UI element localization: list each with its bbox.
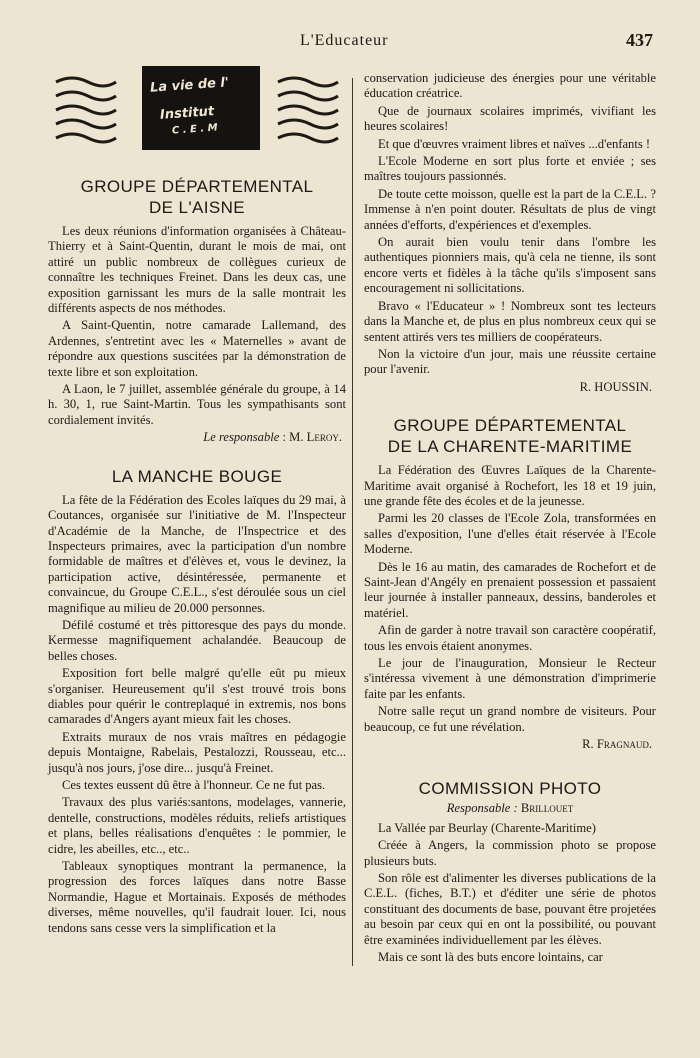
aisne-signature: Le responsable : M. Leroy. bbox=[203, 430, 342, 445]
photo-responsable bbox=[364, 801, 656, 816]
photo-paragraph: Mais ce sont là des buts encore lointains, car bbox=[378, 950, 603, 965]
charente-paragraph: Afin de garder à notre travail son caractère coopératif, tous les envois étaient anonymes. bbox=[364, 623, 656, 653]
signature-role: Le responsable bbox=[203, 430, 280, 445]
manche-paragraph: Travaux des plus variés:santons, modelages, vannerie, dentelle, constructions, modèles réduits, reliefs artistiques et plans, belles réalisations d'enquêtes : le pommier, le cidre, les abeilles, etc.., etc.. bbox=[48, 795, 346, 856]
aisne-paragraph: A Saint-Quentin, notre camarade Lallemand, des Ardennes, s'entretint avec les « Maternelles » avant de répondre aux questions suscitées par la démonstration de texte libre et son exploitation. bbox=[48, 318, 346, 379]
logo-lettering-2: Institut bbox=[159, 104, 215, 123]
manche-paragraph: Extraits muraux de nos vrais maîtres en pédagogie depuis Montaigne, Rabelais, Pestalozzi, Rousseau, etc... jusqu'à nos jours, j'ose dire... jusqu'à Freinet. bbox=[48, 729, 346, 775]
institut-logo bbox=[142, 66, 260, 150]
manche-continued-paragraph: Bravo « l'Educateur » ! Nombreux sont tes lecteurs dans la Manche et, de plus en plus nombreux ceux qui se sentent attirés vers tes milliers de coopérateurs. bbox=[364, 298, 656, 344]
manche-continued-paragraph: Non la victoire d'un jour, mais une réussite certaine pour l'avenir. bbox=[364, 346, 656, 377]
manche-continued-paragraph: conservation judicieuse des énergies pour une véritable éducation créatrice. bbox=[364, 71, 656, 101]
running-title: L'Educateur bbox=[300, 32, 389, 49]
manche-paragraph: Exposition fort belle malgré qu'elle eût pu mieux s'organiser. Heureusement qu'il s'est trouvé trois bons diables pour quérir le contreplaqué in extremis, nos bons camarades d'Angers ayant mieux fait les choses. bbox=[48, 666, 346, 727]
manche-paragraph: Ces textes eussent dû être à l'honneur. Ce ne fut pas. bbox=[62, 778, 326, 792]
charente-paragraph: Notre salle reçut un grand nombre de visiteurs. Pour beaucoup, ce fut une révélation. bbox=[364, 704, 656, 734]
right-ornament-icon bbox=[276, 72, 342, 146]
logo-lettering: La vie de l' bbox=[149, 75, 230, 96]
photo-paragraph: Son rôle est d'alimenter les diverses publications de la C.E.L. (fiches, B.T.) et d'éditer une série de photos constituant des documents de base, pouvant être projetées au besoin par ceux qui en ont la possibilité, ou pouvant être examinées individuellement par les élèves. bbox=[364, 871, 656, 947]
manche-signature: R. HOUSSIN. bbox=[579, 379, 652, 394]
manche-continued-paragraph: De toute cette moisson, quelle est la part de la C.E.L. ? Immense à n'en point douter. Résultats de plus de vingt années d'efforts, d'expériences et d'exemples. bbox=[364, 186, 656, 232]
manche-continued-paragraph: Et que d'œuvres vraiment libres et naïves ...d'enfants ! bbox=[378, 136, 651, 151]
aisne-paragraph: A Laon, le 7 juillet, assemblée générale du groupe, à 14 h. 30, 1, rue Saint-Martin. Tous les sympathisants sont cordialement invités. bbox=[48, 382, 346, 427]
aisne-title-line1: GROUPE DÉPARTEMENTAL bbox=[80, 177, 314, 196]
manche-title: LA MANCHE BOUGE bbox=[111, 466, 283, 486]
page-number: 437 bbox=[626, 30, 653, 50]
charente-title-line2: DE LA CHARENTE-MARITIME bbox=[387, 437, 633, 457]
photo-paragraph: Créée à Angers, la commission photo se propose plusieurs buts. bbox=[364, 838, 656, 868]
column-divider bbox=[352, 78, 353, 966]
photo-address: La Vallée par Beurlay (Charente-Maritime) bbox=[378, 820, 596, 835]
left-ornament-icon bbox=[52, 72, 118, 146]
manche-continued-paragraph: L'Ecole Moderne en sort plus forte et enviée ; ses maîtres toujours passionnés. bbox=[364, 154, 656, 184]
logo-lettering-3: C . E . M bbox=[171, 122, 218, 137]
charente-paragraph: Parmi les 20 classes de l'Ecole Zola, transformées en salles d'exposition, l'une d'elles était réservée à l'Ecole Moderne. bbox=[364, 511, 656, 557]
page-header bbox=[0, 28, 700, 54]
masthead-ornament bbox=[48, 66, 346, 156]
aisne-paragraph: Les deux réunions d'information organisées à Château-Thierry et à Saint-Quentin, durant le mois de mai, ont attiré un public nombreux de collègues curieux de connaître les techniques Freinet. Dans les deux cas, une exposition garnissant les murs de la salle montrait les différents aspects de nos méthodes. bbox=[48, 224, 346, 316]
charente-title bbox=[364, 415, 656, 457]
manche-paragraph: Tableaux synoptiques montrant la permanence, la progression des forces laïques dans notre Basse Normandie, Hague et Mortainais. Exposés de méthodes diverses, même nouvelles, qu'il faudrait louer. Ici, nous tendons sans cesse vers la simplification et la bbox=[48, 859, 346, 935]
responsable-label: Responsable : bbox=[446, 801, 518, 816]
manche-paragraph: Défilé costumé et très pittoresque des pays du monde. Kermesse magnifiquement achalandée. Beaucoup de belles choses. bbox=[48, 617, 346, 663]
manche-continued-paragraph: Que de journaux scolaires imprimés, vivifiant les heures scolaires! bbox=[364, 103, 656, 134]
signature-name: M. Leroy. bbox=[289, 430, 342, 445]
charente-paragraph: Dès le 16 au matin, des camarades de Rochefort et de Saint-Jean d'Angély en prenaient possession et passaient leur journée à installer panneaux, dessins, banderoles et matériel. bbox=[364, 559, 656, 620]
charente-title-line1: GROUPE DÉPARTEMENTAL bbox=[393, 416, 627, 436]
charente-signature: R. Fragnaud. bbox=[582, 737, 652, 752]
right-column bbox=[364, 71, 656, 968]
aisne-title bbox=[48, 176, 346, 218]
charente-paragraph: Le jour de l'inauguration, Monsieur le Recteur s'intéressa vivement à une démonstration d'imprimerie faite par les enfants. bbox=[364, 656, 656, 701]
photo-title: COMMISSION PHOTO bbox=[418, 779, 602, 799]
manche-paragraph: La fête de la Fédération des Ecoles laïques du 29 mai, à Coutances, organisée sur l'initiative de M. l'Inspecteur d'Académie de la Manche, de l'Inspectrice et des Inspecteurs primaires, avec la participation d'un nombre formidable de maîtres et d'élèves et, vous le devinez, la participation active, désintéressée, permanente et convaincue, du Groupe C.E.L., s'est déroulée sous un ciel magnifique au milieu de 20.000 personnes. bbox=[48, 492, 346, 615]
responsable-name: Brillouet bbox=[520, 801, 574, 816]
aisne-title-line2: DE L'AISNE bbox=[148, 198, 246, 217]
charente-paragraph: La Fédération des Œuvres Laïques de la Charente-Maritime avait organisé à Rochefort, les 18 et 19 juin, une grande fête des écoles et de la jeunesse. bbox=[364, 463, 656, 508]
left-column bbox=[48, 176, 346, 938]
manche-continued-paragraph: On aurait bien voulu tenir dans l'ombre les authentiques pionniers mais, qu'à cela ne tienne, ils sont encore verts et fidèles à la tâche qu'ils s'imposent sans encouragement ni sollicitations. bbox=[364, 235, 656, 296]
